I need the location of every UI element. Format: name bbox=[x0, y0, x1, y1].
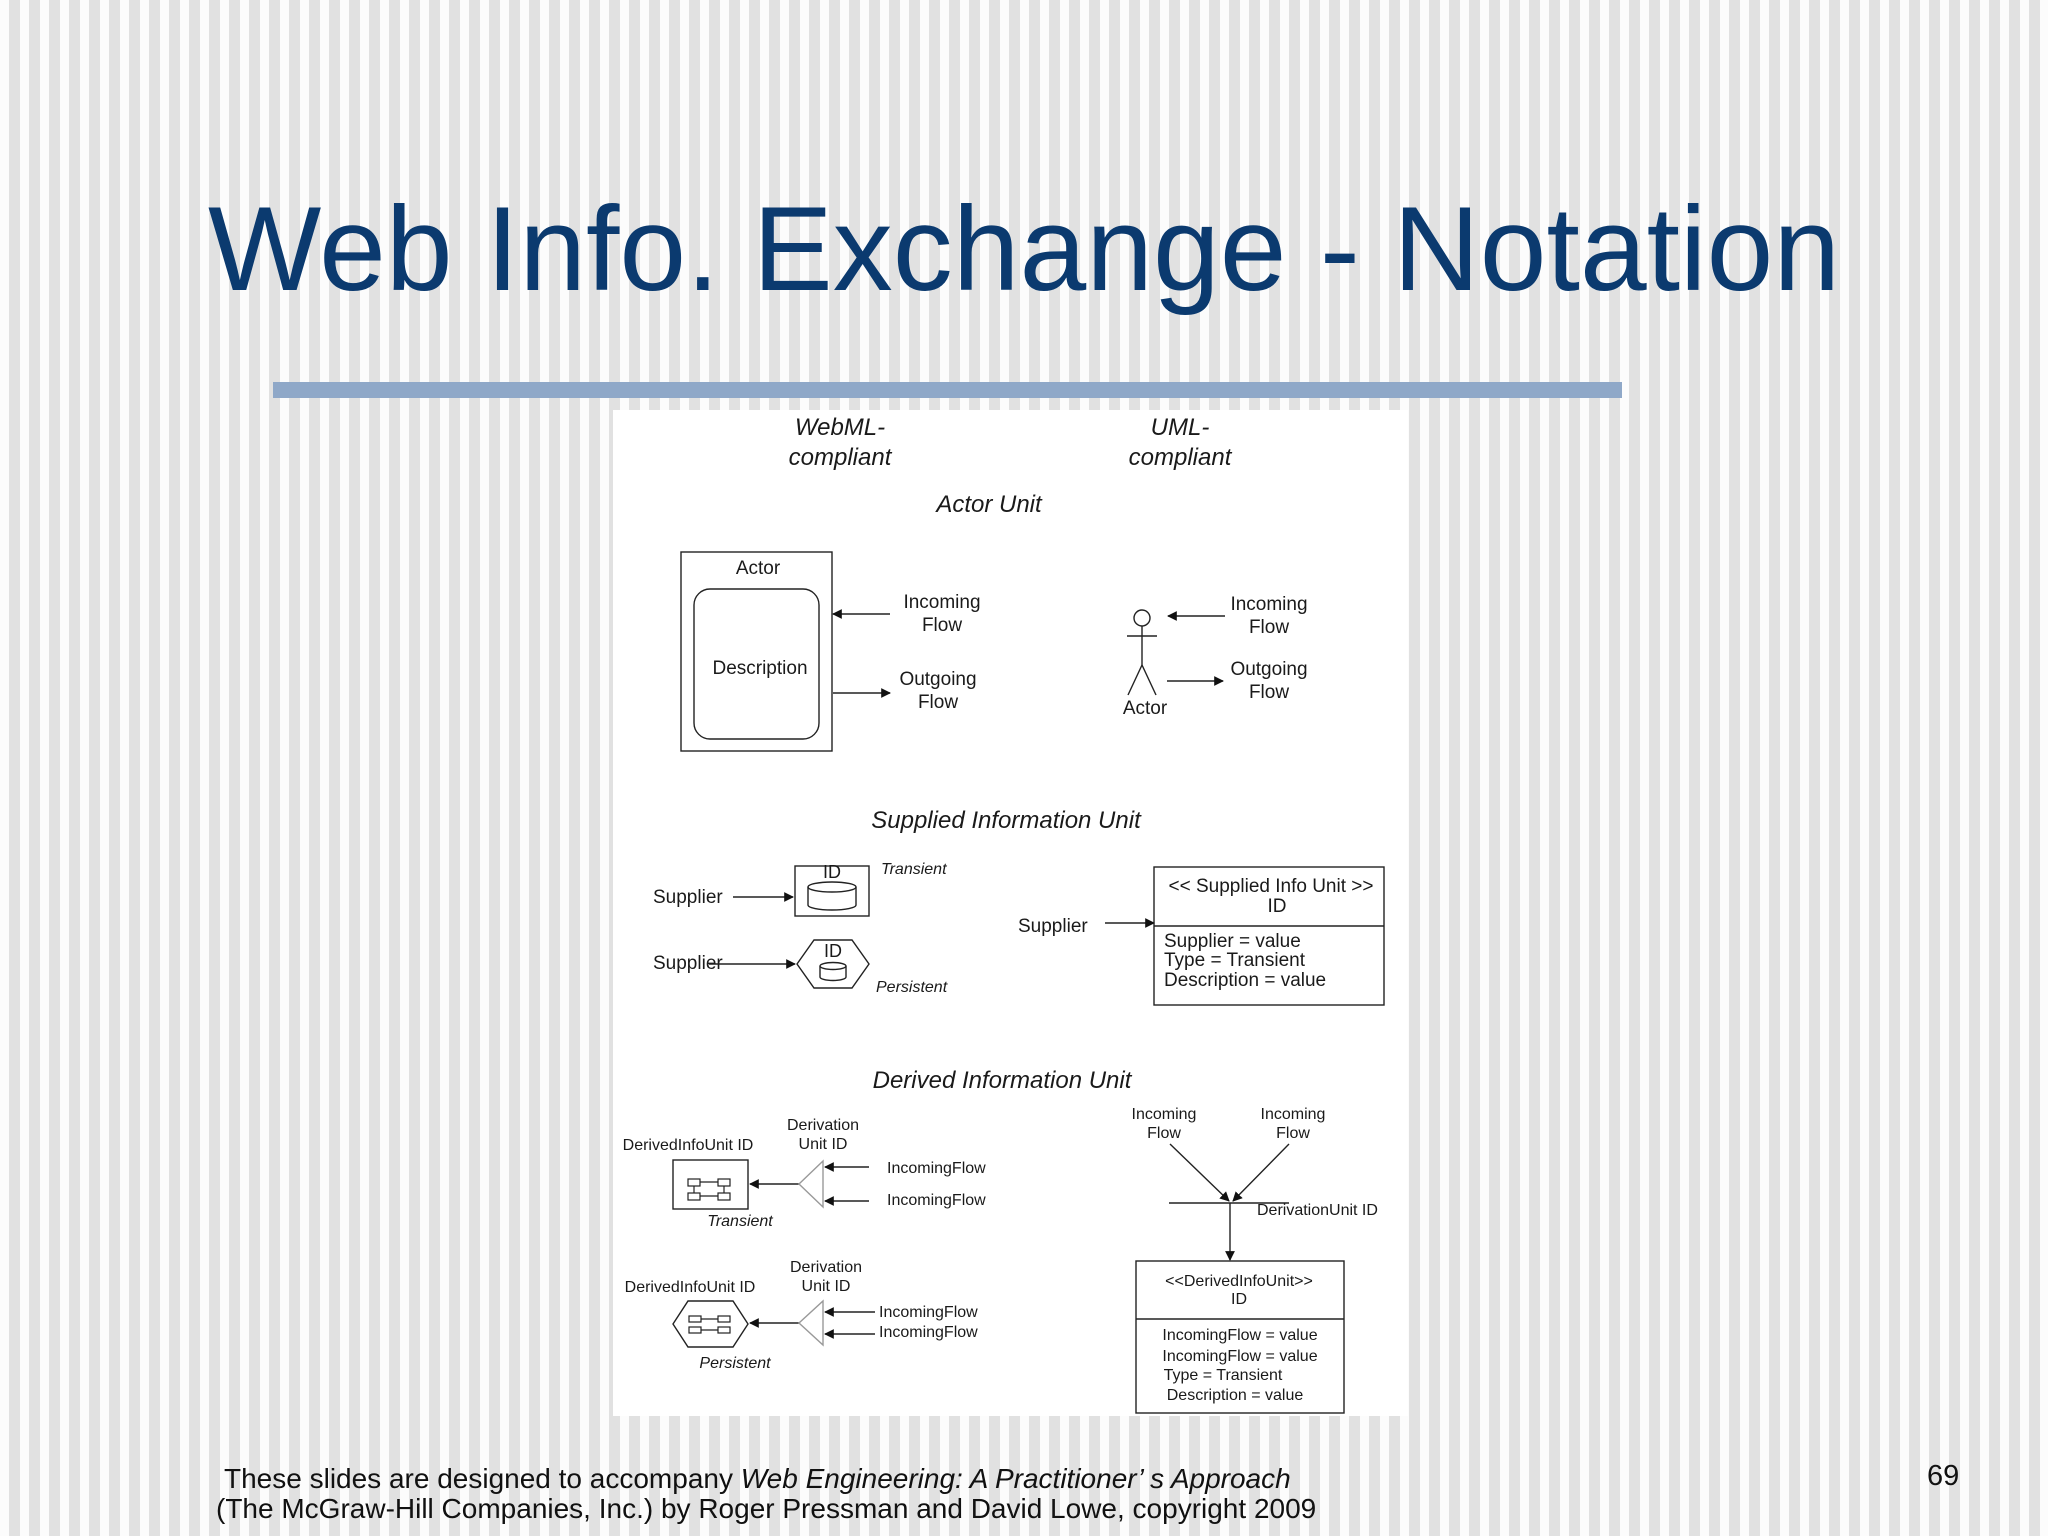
derived-persistent-derivation-1: Derivation bbox=[789, 1259, 863, 1276]
derived-persistent-derivation-2: Unit ID bbox=[801, 1278, 851, 1295]
supplied-persistent-id: ID bbox=[824, 941, 842, 961]
derived-transient-incoming-1: IncomingFlow bbox=[887, 1160, 986, 1177]
uml-derived-incoming-arrow-b bbox=[1233, 1144, 1289, 1201]
actor-unit-heading: Actor Unit bbox=[936, 491, 1042, 518]
actor-unit-box bbox=[681, 552, 832, 751]
col-uml-line2: compliant bbox=[1128, 444, 1232, 471]
supplied-persistent-label: Persistent bbox=[876, 979, 948, 996]
uml-supplied-header-1: << Supplied Info Unit >> bbox=[1168, 876, 1374, 897]
derived-persistent-label: Persistent bbox=[699, 1355, 771, 1372]
uml-derived-attr-3: Type = Transient bbox=[1163, 1367, 1283, 1384]
uml-supplied-attr-2: Type = Transient bbox=[1164, 950, 1305, 971]
uml-actor-incoming-label-2: Flow bbox=[1248, 617, 1290, 638]
footer-book-title: Web Engineering: A Practitioner’ s Approach bbox=[740, 1463, 1291, 1494]
uml-derived-incoming-a-2: Flow bbox=[1147, 1125, 1181, 1142]
uml-supplied-supplier: Supplier bbox=[1018, 916, 1088, 937]
derived-transient-label: Transient bbox=[707, 1213, 773, 1230]
derived-persistent-hexagon bbox=[673, 1301, 748, 1347]
footer-line-1 bbox=[224, 1464, 1316, 1494]
uml-derived-attr-2: IncomingFlow = value bbox=[1162, 1348, 1318, 1365]
database-icon bbox=[808, 882, 856, 910]
supplied-transient-id: ID bbox=[823, 862, 841, 882]
uml-actor-outgoing-label-1: Outgoing bbox=[1230, 659, 1308, 680]
actor-incoming-label-1: Incoming bbox=[903, 592, 981, 613]
uml-derived-attr-1: IncomingFlow = value bbox=[1162, 1327, 1318, 1344]
actor-unit-box-label: Actor bbox=[735, 558, 781, 579]
uml-actor-icon bbox=[1127, 610, 1157, 695]
uml-derived-incoming-b-1: Incoming bbox=[1260, 1106, 1326, 1123]
derived-transient-derivation-1: Derivation bbox=[786, 1117, 860, 1134]
supplied-transient-label: Transient bbox=[881, 861, 947, 878]
col-webml-line2: compliant bbox=[788, 444, 892, 471]
uml-derived-header-1: <<DerivedInfoUnit>> bbox=[1165, 1273, 1313, 1290]
uml-derived-header-2: ID bbox=[1231, 1291, 1247, 1308]
supplied-persistent-supplier: Supplier bbox=[653, 953, 723, 974]
supplied-unit-heading: Supplied Information Unit bbox=[871, 807, 1141, 834]
derived-transient-unit-id: DerivedInfoUnit ID bbox=[622, 1137, 754, 1154]
actor-outgoing-label-2: Flow bbox=[917, 692, 959, 713]
footer-line-2: (The McGraw-Hill Companies, Inc.) by Roger Pressman and David Lowe, copyright 2009 bbox=[216, 1493, 1317, 1524]
col-uml-line1: UML- bbox=[1150, 414, 1210, 441]
uml-actor-label: Actor bbox=[1122, 698, 1168, 719]
actor-unit-description: Description bbox=[712, 658, 808, 679]
uml-actor-incoming-label-1: Incoming bbox=[1230, 594, 1308, 615]
derivation-unit-triangle bbox=[799, 1301, 823, 1345]
actor-outgoing-label-1: Outgoing bbox=[899, 669, 977, 690]
database-icon bbox=[820, 963, 846, 981]
uml-derived-incoming-b-2: Flow bbox=[1276, 1125, 1310, 1142]
derived-unit-heading: Derived Information Unit bbox=[872, 1067, 1132, 1094]
uml-supplied-attr-1: Supplier = value bbox=[1164, 931, 1301, 952]
title-underline bbox=[273, 382, 1622, 398]
uml-supplied-attr-3: Description = value bbox=[1164, 970, 1327, 991]
uml-supplied-header-2: ID bbox=[1267, 896, 1287, 917]
derived-persistent-unit-id: DerivedInfoUnit ID bbox=[624, 1279, 756, 1296]
uml-actor-outgoing-label-2: Flow bbox=[1248, 682, 1290, 703]
derivation-icon bbox=[689, 1316, 730, 1333]
derived-persistent-incoming-1: IncomingFlow bbox=[879, 1304, 978, 1321]
col-webml-line1: WebML- bbox=[794, 414, 886, 441]
slide-title: Web Info. Exchange - Notation bbox=[208, 182, 1841, 316]
uml-derived-incoming-a-1: Incoming bbox=[1131, 1106, 1197, 1123]
actor-incoming-label-2: Flow bbox=[921, 615, 963, 636]
derived-persistent-incoming-2: IncomingFlow bbox=[879, 1324, 978, 1341]
page-number: 69 bbox=[1927, 1460, 1960, 1492]
derivation-icon bbox=[688, 1179, 730, 1200]
uml-derivation-unit-id: DerivationUnit ID bbox=[1257, 1202, 1378, 1219]
derived-transient-box bbox=[673, 1160, 748, 1209]
derived-transient-incoming-2: IncomingFlow bbox=[887, 1192, 986, 1209]
footer-line-1-text: These slides are designed to accompany bbox=[224, 1463, 741, 1494]
supplied-transient-supplier: Supplier bbox=[653, 887, 723, 908]
uml-derived-incoming-arrow-a bbox=[1170, 1144, 1229, 1201]
notation-diagram bbox=[613, 410, 1408, 1416]
slide-footer bbox=[216, 1463, 1317, 1524]
derived-transient-derivation-2: Unit ID bbox=[798, 1136, 848, 1153]
derivation-unit-triangle bbox=[799, 1161, 823, 1207]
uml-derived-attr-4: Description = value bbox=[1166, 1387, 1304, 1404]
